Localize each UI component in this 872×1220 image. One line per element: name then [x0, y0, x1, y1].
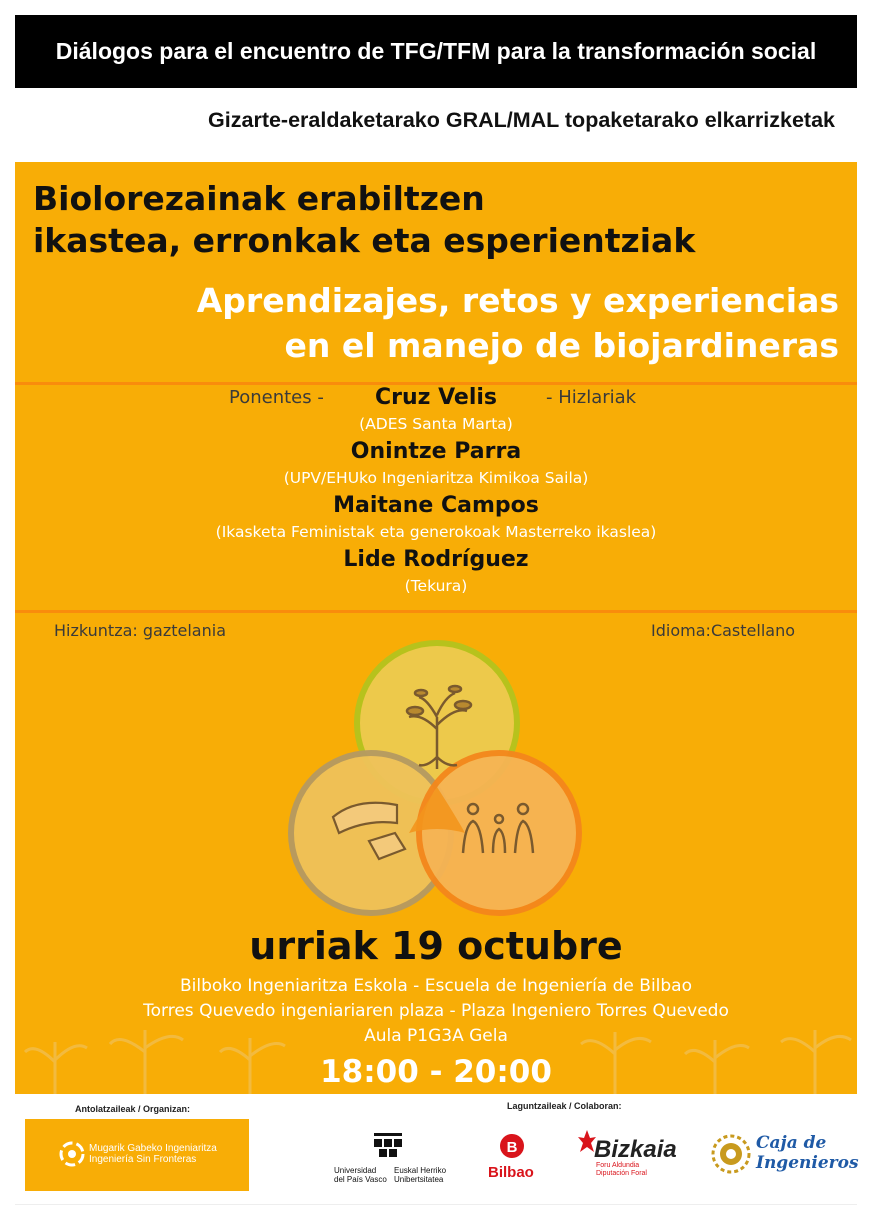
msf-logo-text: [89, 1143, 217, 1165]
upv-es-line: del País Vasco: [334, 1175, 387, 1184]
bizkaia-subtitle: [596, 1162, 647, 1178]
venue-line: Torres Quevedo ingeniariaren plaza - Plaza Ingeniero Torres Quevedo: [143, 1001, 729, 1021]
bizkaia-logo-text: Bizkaia: [594, 1136, 677, 1163]
bilbao-logo-text: Bilbao: [488, 1164, 534, 1181]
msf-name-eu: Mugarik Gabeko Ingeniaritza: [89, 1143, 217, 1154]
svg-text:B: B: [506, 1139, 518, 1156]
bizkaia-sub-line: Diputación Foral: [596, 1170, 647, 1177]
upv-logo-icon: [370, 1133, 410, 1163]
speaker-affiliation: (Ikasketa Feministak eta generokoak Masterreko ikaslea): [215, 523, 657, 541]
talk-title-es: [197, 278, 839, 368]
upv-eu-line: Euskal Herriko: [394, 1166, 447, 1175]
bilbao-logo-icon: [499, 1132, 525, 1162]
venue-line: Aula P1G3A Gela: [364, 1026, 508, 1046]
venn-diagram: [287, 637, 587, 919]
msf-logo-icon: [59, 1141, 85, 1167]
msf-logo: [25, 1119, 249, 1191]
caja-logo-icon: [710, 1133, 752, 1175]
speakers-label-eu: - Hizlariak: [546, 387, 637, 408]
msf-name-es: Ingeniería Sin Fronteras: [89, 1154, 197, 1165]
circle-people: [419, 753, 579, 913]
upv-eu-line: Unibertsitatea: [394, 1175, 444, 1184]
talk-title-eu-line1: Biolorezainak erabiltzen: [33, 179, 485, 218]
speaker-name: Maitane Campos: [333, 493, 539, 518]
upv-es-line: Universidad: [334, 1166, 377, 1175]
upv-name-es: [334, 1166, 387, 1184]
speakers-list: [15, 384, 857, 600]
caja-line: Caja de: [756, 1133, 827, 1153]
upv-name-eu: [394, 1166, 446, 1184]
divider-bottom: [15, 610, 857, 613]
speaker-name: Lide Rodríguez: [343, 547, 529, 572]
speaker-affiliation: (ADES Santa Marta): [359, 415, 513, 433]
language-eu: Hizkuntza: gaztelania: [54, 621, 226, 640]
event-date: urriak 19 octubre: [249, 924, 623, 968]
header-title-eu: Gizarte-eraldaketarako GRAL/MAL topaketarako elkarrizketak: [208, 108, 835, 132]
talk-title-eu-line2: ikastea, erronkak eta esperientziak: [33, 221, 696, 260]
talk-title-eu: [33, 178, 695, 262]
language-es: Idioma:Castellano: [651, 621, 795, 640]
speakers-label-es: Ponentes -: [229, 387, 324, 408]
event-venue: [15, 974, 857, 1049]
bizkaia-sub-line: Foru Aldundia: [596, 1162, 640, 1169]
speaker-affiliation: (UPV/EHUko Ingeniaritza Kimikoa Saila): [283, 469, 589, 487]
organizers-label: Antolatzaileak / Organizan:: [75, 1104, 191, 1114]
header-title-es: Diálogos para el encuentro de TFG/TFM para la transformación social: [15, 15, 857, 88]
talk-title-es-line1: Aprendizajes, retos y experiencias: [196, 281, 839, 320]
event-time: 18:00 - 20:00: [320, 1054, 552, 1090]
venue-line: Bilboko Ingeniaritza Eskola - Escuela de Ingeniería de Bilbao: [179, 976, 693, 996]
talk-title-es-line2: en el manejo de biojardineras: [284, 326, 839, 365]
caja-line: Ingenieros: [756, 1153, 859, 1173]
poster-panel: [15, 162, 857, 1094]
speaker-name: Onintze Parra: [350, 439, 522, 464]
caja-logo-text: [756, 1133, 859, 1173]
collaborators-label: Laguntzaileak / Colaboran:: [507, 1101, 622, 1111]
bottom-rule: [15, 1204, 857, 1205]
speaker-affiliation: (Tekura): [404, 577, 468, 595]
speaker-name: Cruz Velis: [374, 385, 498, 410]
